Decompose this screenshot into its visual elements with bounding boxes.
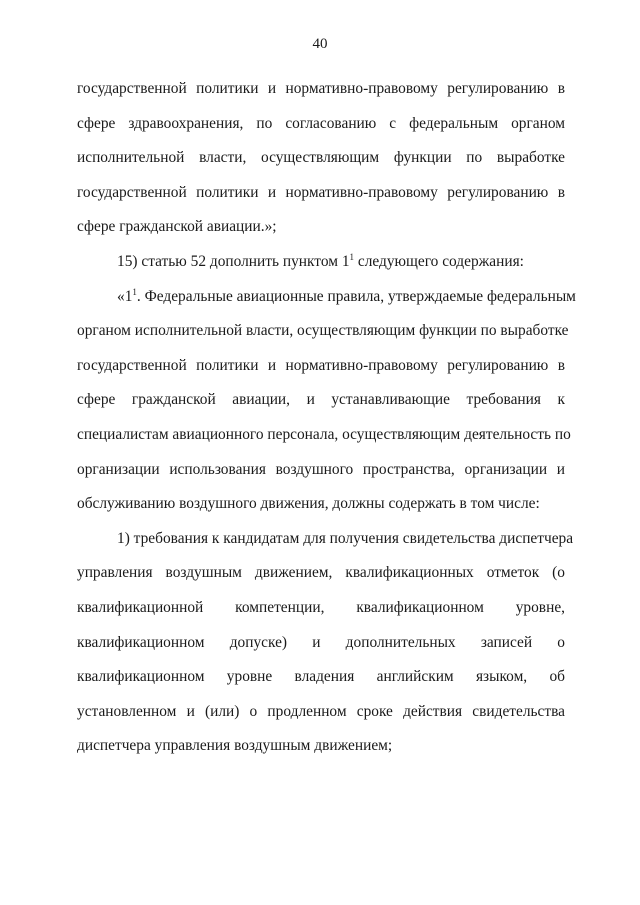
text-fragment: следующего содержания: (354, 252, 524, 270)
superscript: 1 (349, 251, 355, 262)
superscript: 1 (132, 286, 137, 297)
text-line: органом исполнительной власти, осуществляющим функции по выработке (77, 322, 569, 340)
text-line: организации использования воздушного пространства, организации и (77, 460, 565, 478)
text-line: сфере здравоохранения, по согласованию с федеральным органом (77, 114, 565, 132)
text-line: обслуживанию воздушного движения, должны содержать в том числе: (77, 495, 540, 513)
text-line: государственной политики и нормативно-правовому регулированию в (77, 80, 565, 97)
text-line: диспетчера управления воздушным движением; (77, 737, 393, 755)
text-line: специалистам авиационного персонала, осуществляющим деятельность по (77, 425, 571, 443)
text-fragment: . Федеральные авиационные правила, утверждаемые федеральным (136, 287, 576, 305)
text-line: сфере гражданской авиации, и устанавливающие требования к (77, 391, 565, 409)
text-line: 1) требования к кандидатам для получения свидетельства диспетчера (117, 529, 574, 547)
document-body (77, 72, 576, 764)
text-line (77, 280, 576, 315)
paragraph-quoted-rule (77, 280, 576, 522)
paragraph-item-15 (77, 245, 565, 280)
text-line: квалификационной компетенции, квалификационном уровне, (77, 598, 565, 616)
text-line: государственной политики и нормативно-правовому регулированию в (77, 356, 565, 374)
page-number: 40 (312, 36, 328, 52)
text-line: управления воздушным движением, квалификационных отметок (о (77, 564, 565, 582)
text-line: государственной политики и нормативно-правовому регулированию в (77, 183, 565, 201)
text-line: квалификационном допуске) и дополнительных записей о (77, 633, 565, 651)
text-fragment: «1 (117, 287, 133, 305)
paragraph-item-1 (77, 522, 574, 764)
text-line: исполнительной власти, осуществляющим функции по выработке (77, 149, 565, 167)
text-fragment: 15) статью 52 дополнить пунктом 1 (117, 252, 350, 270)
text-line: установленном и (или) о продленном сроке действия свидетельства (77, 702, 565, 720)
paragraph-continuation (77, 72, 565, 245)
text-line: квалификационном уровне владения английским языком, об (77, 668, 565, 686)
text-line (77, 245, 565, 280)
text-line: сфере гражданской авиации.»; (77, 218, 277, 236)
